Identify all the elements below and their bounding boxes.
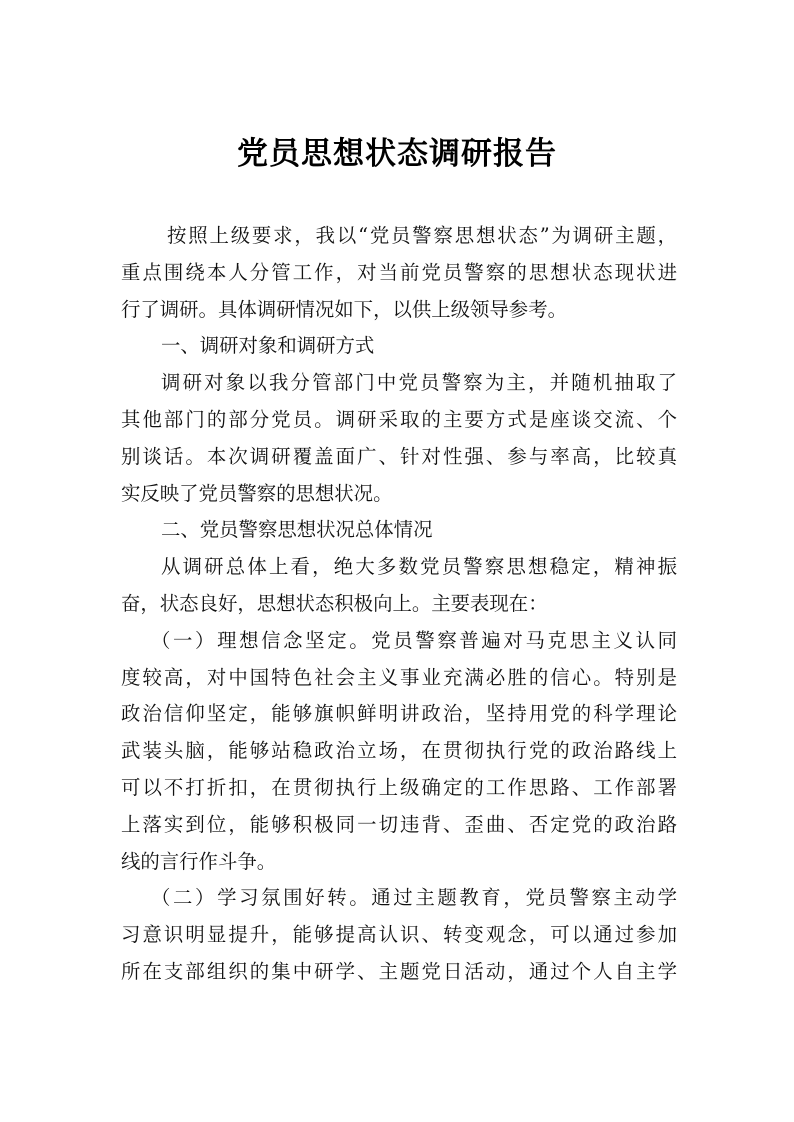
paragraph-line: 政治信仰坚定，能够旗帜鲜明讲政治，坚持用党的科学理论 xyxy=(121,702,677,726)
paragraph-line: 从调研总体上看，绝大多数党员警察思想稳定，精神振 xyxy=(161,555,677,579)
paragraph-line: 调研对象以我分管部门中党员警察为主，并随机抽取了 xyxy=(161,371,677,395)
paragraph-line: 上落实到位，能够积极同一切违背、歪曲、否定党的政治路 xyxy=(121,812,677,836)
paragraph-line: 所在支部组织的集中研学、主题党日活动，通过个人自主学 xyxy=(121,959,677,983)
paragraph-line: （一）理想信念坚定。党员警察普遍对马克思主义认同 xyxy=(151,628,677,652)
paragraph-line: 其他部门的部分党员。调研采取的主要方式是座谈交流、个 xyxy=(121,407,677,431)
section-heading: 二、党员警察思想状况总体情况 xyxy=(161,518,433,542)
paragraph-line: 习意识明显提升，能够提高认识、转变观念，可以通过参加 xyxy=(121,923,677,947)
paragraph-line: 奋，状态良好，思想状态积极向上。主要表现在： xyxy=(121,591,548,615)
paragraph-line: 线的言行作斗争。 xyxy=(121,849,277,873)
paragraph-line: 度较高，对中国特色社会主义事业充满必胜的信心。特别是 xyxy=(121,665,677,689)
paragraph-line: 行了调研。具体调研情况如下，以供上级领导参考。 xyxy=(121,297,567,321)
paragraph-line: 按照上级要求，我以“党员警察思想状态”为调研主题， xyxy=(167,224,677,247)
document-title: 党员思想状态调研报告 xyxy=(237,136,557,172)
paragraph-line: （二）学习氛围好转。通过主题教育，党员警察主动学 xyxy=(151,886,677,910)
paragraph-line: 可以不打折扣，在贯彻执行上级确定的工作思路、工作部署 xyxy=(121,775,677,799)
paragraph-line: 重点围绕本人分管工作，对当前党员警察的思想状态现状进 xyxy=(121,260,677,284)
paragraph-line: 实反映了党员警察的思想状况。 xyxy=(121,481,393,505)
section-heading: 一、调研对象和调研方式 xyxy=(161,334,375,358)
document-body xyxy=(121,218,677,991)
paragraph-line: 武装头脑，能够站稳政治立场，在贯彻执行党的政治路线上 xyxy=(121,739,677,763)
paragraph-line: 别谈话。本次调研覆盖面广、针对性强、参与率高，比较真 xyxy=(121,444,677,468)
